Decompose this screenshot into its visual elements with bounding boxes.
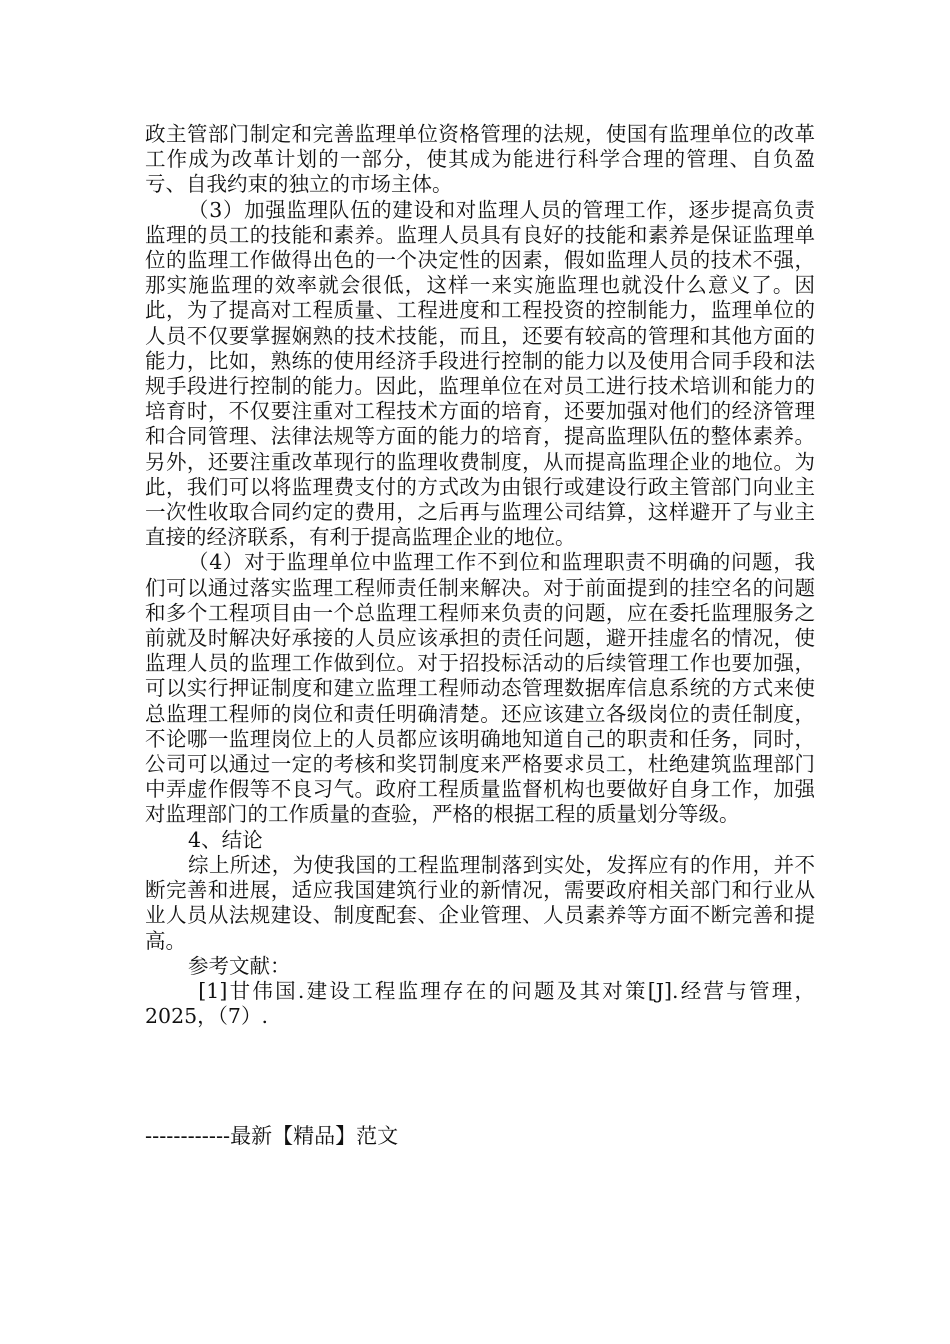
section-heading-conclusion: 4、结论 [188, 827, 263, 852]
paragraph-point-3: （3）加强监理队伍的建设和对监理人员的管理工作，逐步提高负责监理的员工的技能和素养。监理人员具有良好的技能和素养是保证监理单位的监理工作做得出色的一个决定性的因素，假如监理人员的技术不强，那实施监理的效率就会很低，这样一来实施监理也就没什么意义了。因此，为了提高对工程质量、工程进度和工程投资的控制能力，监理单位的人员不仅要掌握娴熟的技术技能，而且，还要有较高的管理和其他方面的能力，比如，熟练的使用经济手段进行控制的能力以及使用合同手段和法规手段进行控制的能力。因此，监理单位在对员工进行技术培训和能力的培育时，不仅要注重对工程技术方面的培育，还要加强对他们的经济管理和合同管理、法律法规等方面的能力的培育，提高监理队伍的整体素养。另外，还要注重改革现行的监理收费制度，从而提高监理企业的地位。为此，我们可以将监理费支付的方式改为由银行或建设行政主管部门向业主一次性收取合同约定的费用，之后再与监理公司结算，这样避开了与业主直接的经济联系，有利于提高监理企业的地位。 [145, 197, 815, 550]
paragraph-point-4: （4）对于监理单位中监理工作不到位和监理职责不明确的问题，我们可以通过落实监理工程师责任制来解决。对于前面提到的挂空名的问题和多个工程项目由一个总监理工程师来负责的问题，应在委托监理服务之前就及时解决好承接的人员应该承担的责任问题，避开挂虚名的情况，使监理人员的监理工作做到位。对于招投标活动的后续管理工作也要加强，可以实行押证制度和建立监理工程师动态管理数据库信息系统的方式来使总监理工程师的岗位和责任明确清楚。还应该建立各级岗位的责任制度，不论哪一监理岗位上的人员都应该明确地知道自己的职责和任务，同时，公司可以通过一定的考核和奖罚制度来严格要求员工，杜绝建筑监理部门中弄虚作假等不良习气。政府工程质量监督机构也要做好自身工作，加强对监理部门的工作质量的查验，严格的根据工程的质量划分等级。 [145, 550, 815, 827]
references-heading: 参考文献： [188, 953, 291, 978]
paragraph-continuation: 政主管部门制定和完善监理单位资格管理的法规，使国有监理单位的改革工作成为改革计划的一部分，使其成为能进行科学合理的管理、自负盈亏、自我约束的独立的市场主体。 [145, 122, 815, 197]
reference-item: [1]甘伟国.建设工程监理存在的问题及其对策[J].经营与管理，2025，（7）. [145, 978, 815, 1029]
paragraph-conclusion: 综上所述，为使我国的工程监理制落到实处，发挥应有的作用，并不断完善和进展，适应我国建筑行业的新情况，需要政府相关部门和行业从业人员从法规建设、制度配套、企业管理、人员素养等方面不断完善和提高。 [145, 852, 815, 953]
document-body [145, 122, 815, 1029]
page-footer: ------------最新【精品】范文 [145, 1124, 399, 1148]
